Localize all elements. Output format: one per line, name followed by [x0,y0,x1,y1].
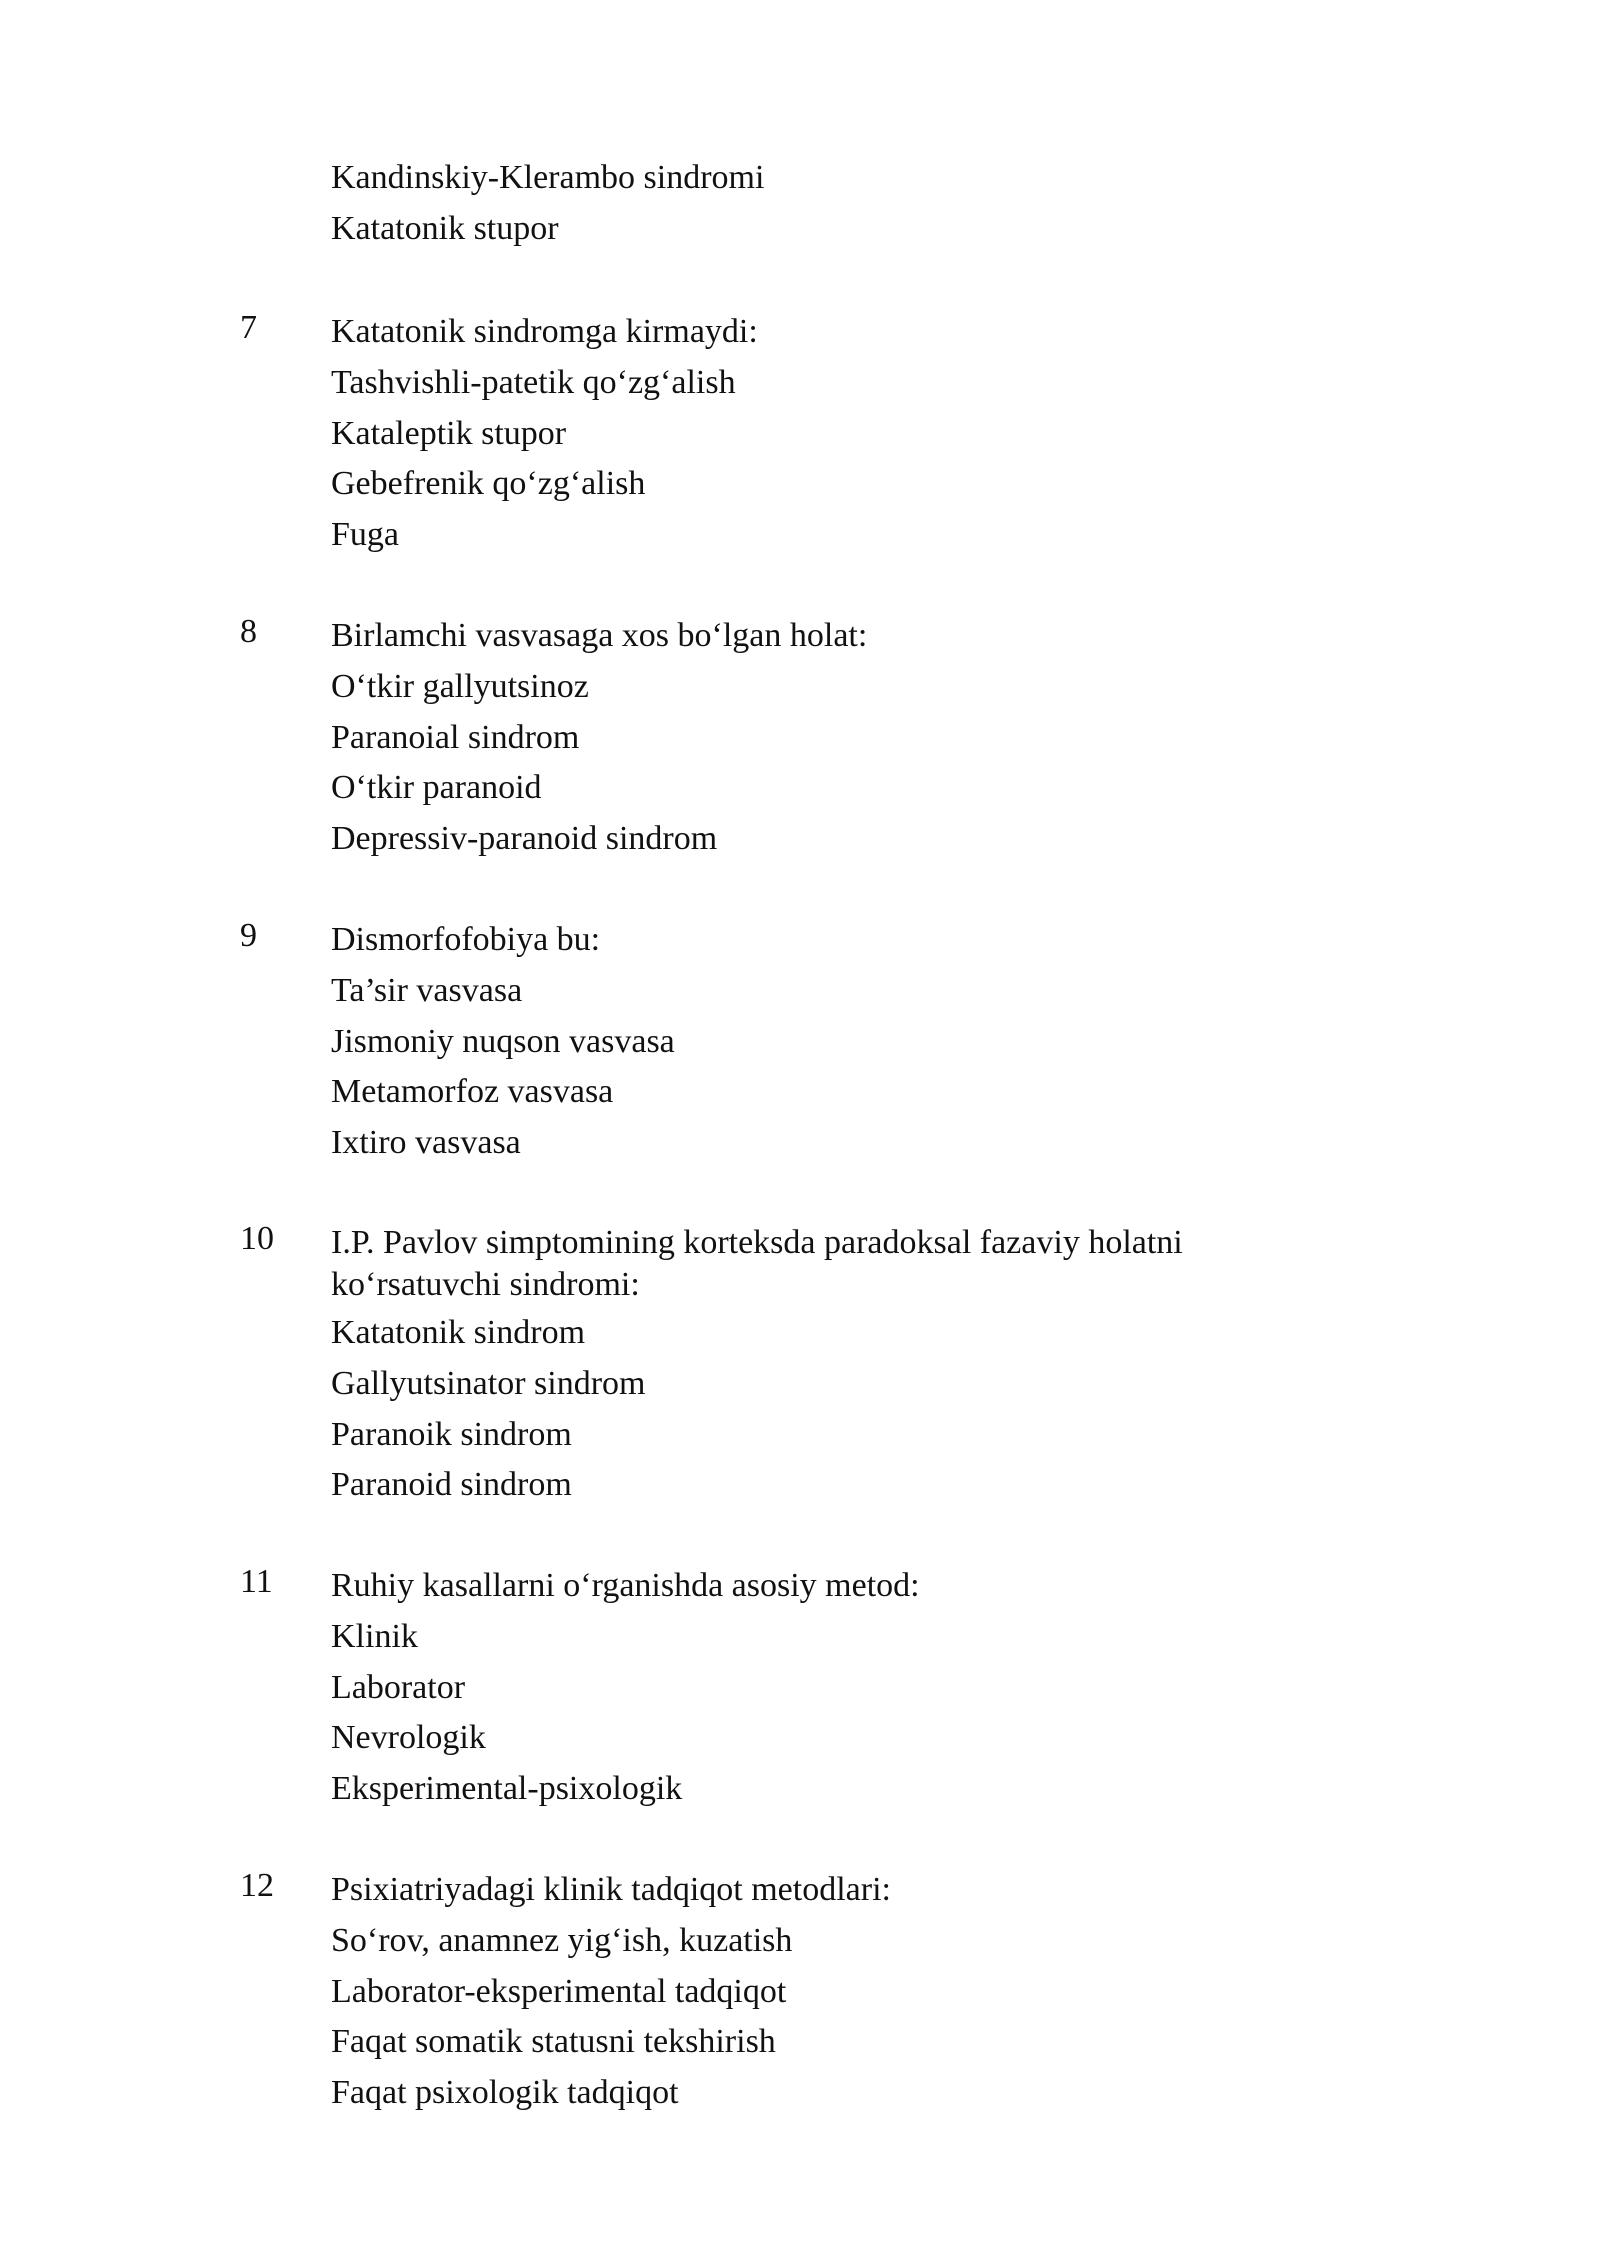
question-text: Psixiatriyadagi klinik tadqiqot metodlari: [331,1871,891,1908]
option: Paranoial sindrom [331,719,580,756]
question-number: 8 [240,613,257,650]
option: So‘rov, anamnez yig‘ish, kuzatish [331,1922,793,1959]
option: Paranoik sindrom [331,1416,572,1453]
option: O‘tkir gallyutsinoz [331,668,589,705]
option: Depressiv-paranoid sindrom [331,820,718,857]
option: Gallyutsinator sindrom [331,1365,646,1402]
question-text-line-2: ko‘rsatuvchi sindromi: [331,1266,640,1303]
option: Nevrologik [331,1719,486,1756]
option: Eksperimental-psixologik [331,1770,683,1807]
option: Paranoid sindrom [331,1466,572,1503]
option: Tashvishli-patetik qo‘zg‘alish [331,364,736,401]
option: Faqat psixologik tadqiqot [331,2074,679,2111]
option: Ixtiro vasvasa [331,1124,521,1161]
option: Kataleptik stupor [331,415,567,452]
option: Metamorfoz vasvasa [331,1073,614,1110]
option: Ta’sir vasvasa [331,972,523,1009]
option: Kandinskiy-Klerambo sindromi [331,159,765,196]
option: Klinik [331,1618,418,1655]
option: Katatonik sindrom [331,1314,586,1351]
option: Faqat somatik statusni tekshirish [331,2023,776,2060]
question-number: 10 [240,1220,274,1257]
question-text: Birlamchi vasvasaga xos bo‘lgan holat: [331,617,868,654]
option: Gebefrenik qo‘zg‘alish [331,465,646,502]
option: Katatonik stupor [331,210,559,247]
question-number: 12 [240,1867,274,1904]
question-number: 7 [240,309,257,346]
question-number: 11 [240,1563,273,1600]
question-text: Katatonik sindromga kirmaydi: [331,313,758,350]
option: Laborator [331,1669,466,1706]
question-text-line-1: I.P. Pavlov simptomining korteksda paradoksal fazaviy holatni [331,1224,1183,1261]
option: Fuga [331,516,399,553]
option: O‘tkir paranoid [331,769,542,806]
question-text: Ruhiy kasallarni o‘rganishda asosiy metod: [331,1567,920,1604]
option: Laborator-eksperimental tadqiqot [331,1973,787,2010]
option: Jismoniy nuqson vasvasa [331,1023,675,1060]
question-text: Dismorfofobiya bu: [331,921,601,958]
question-number: 9 [240,917,257,954]
